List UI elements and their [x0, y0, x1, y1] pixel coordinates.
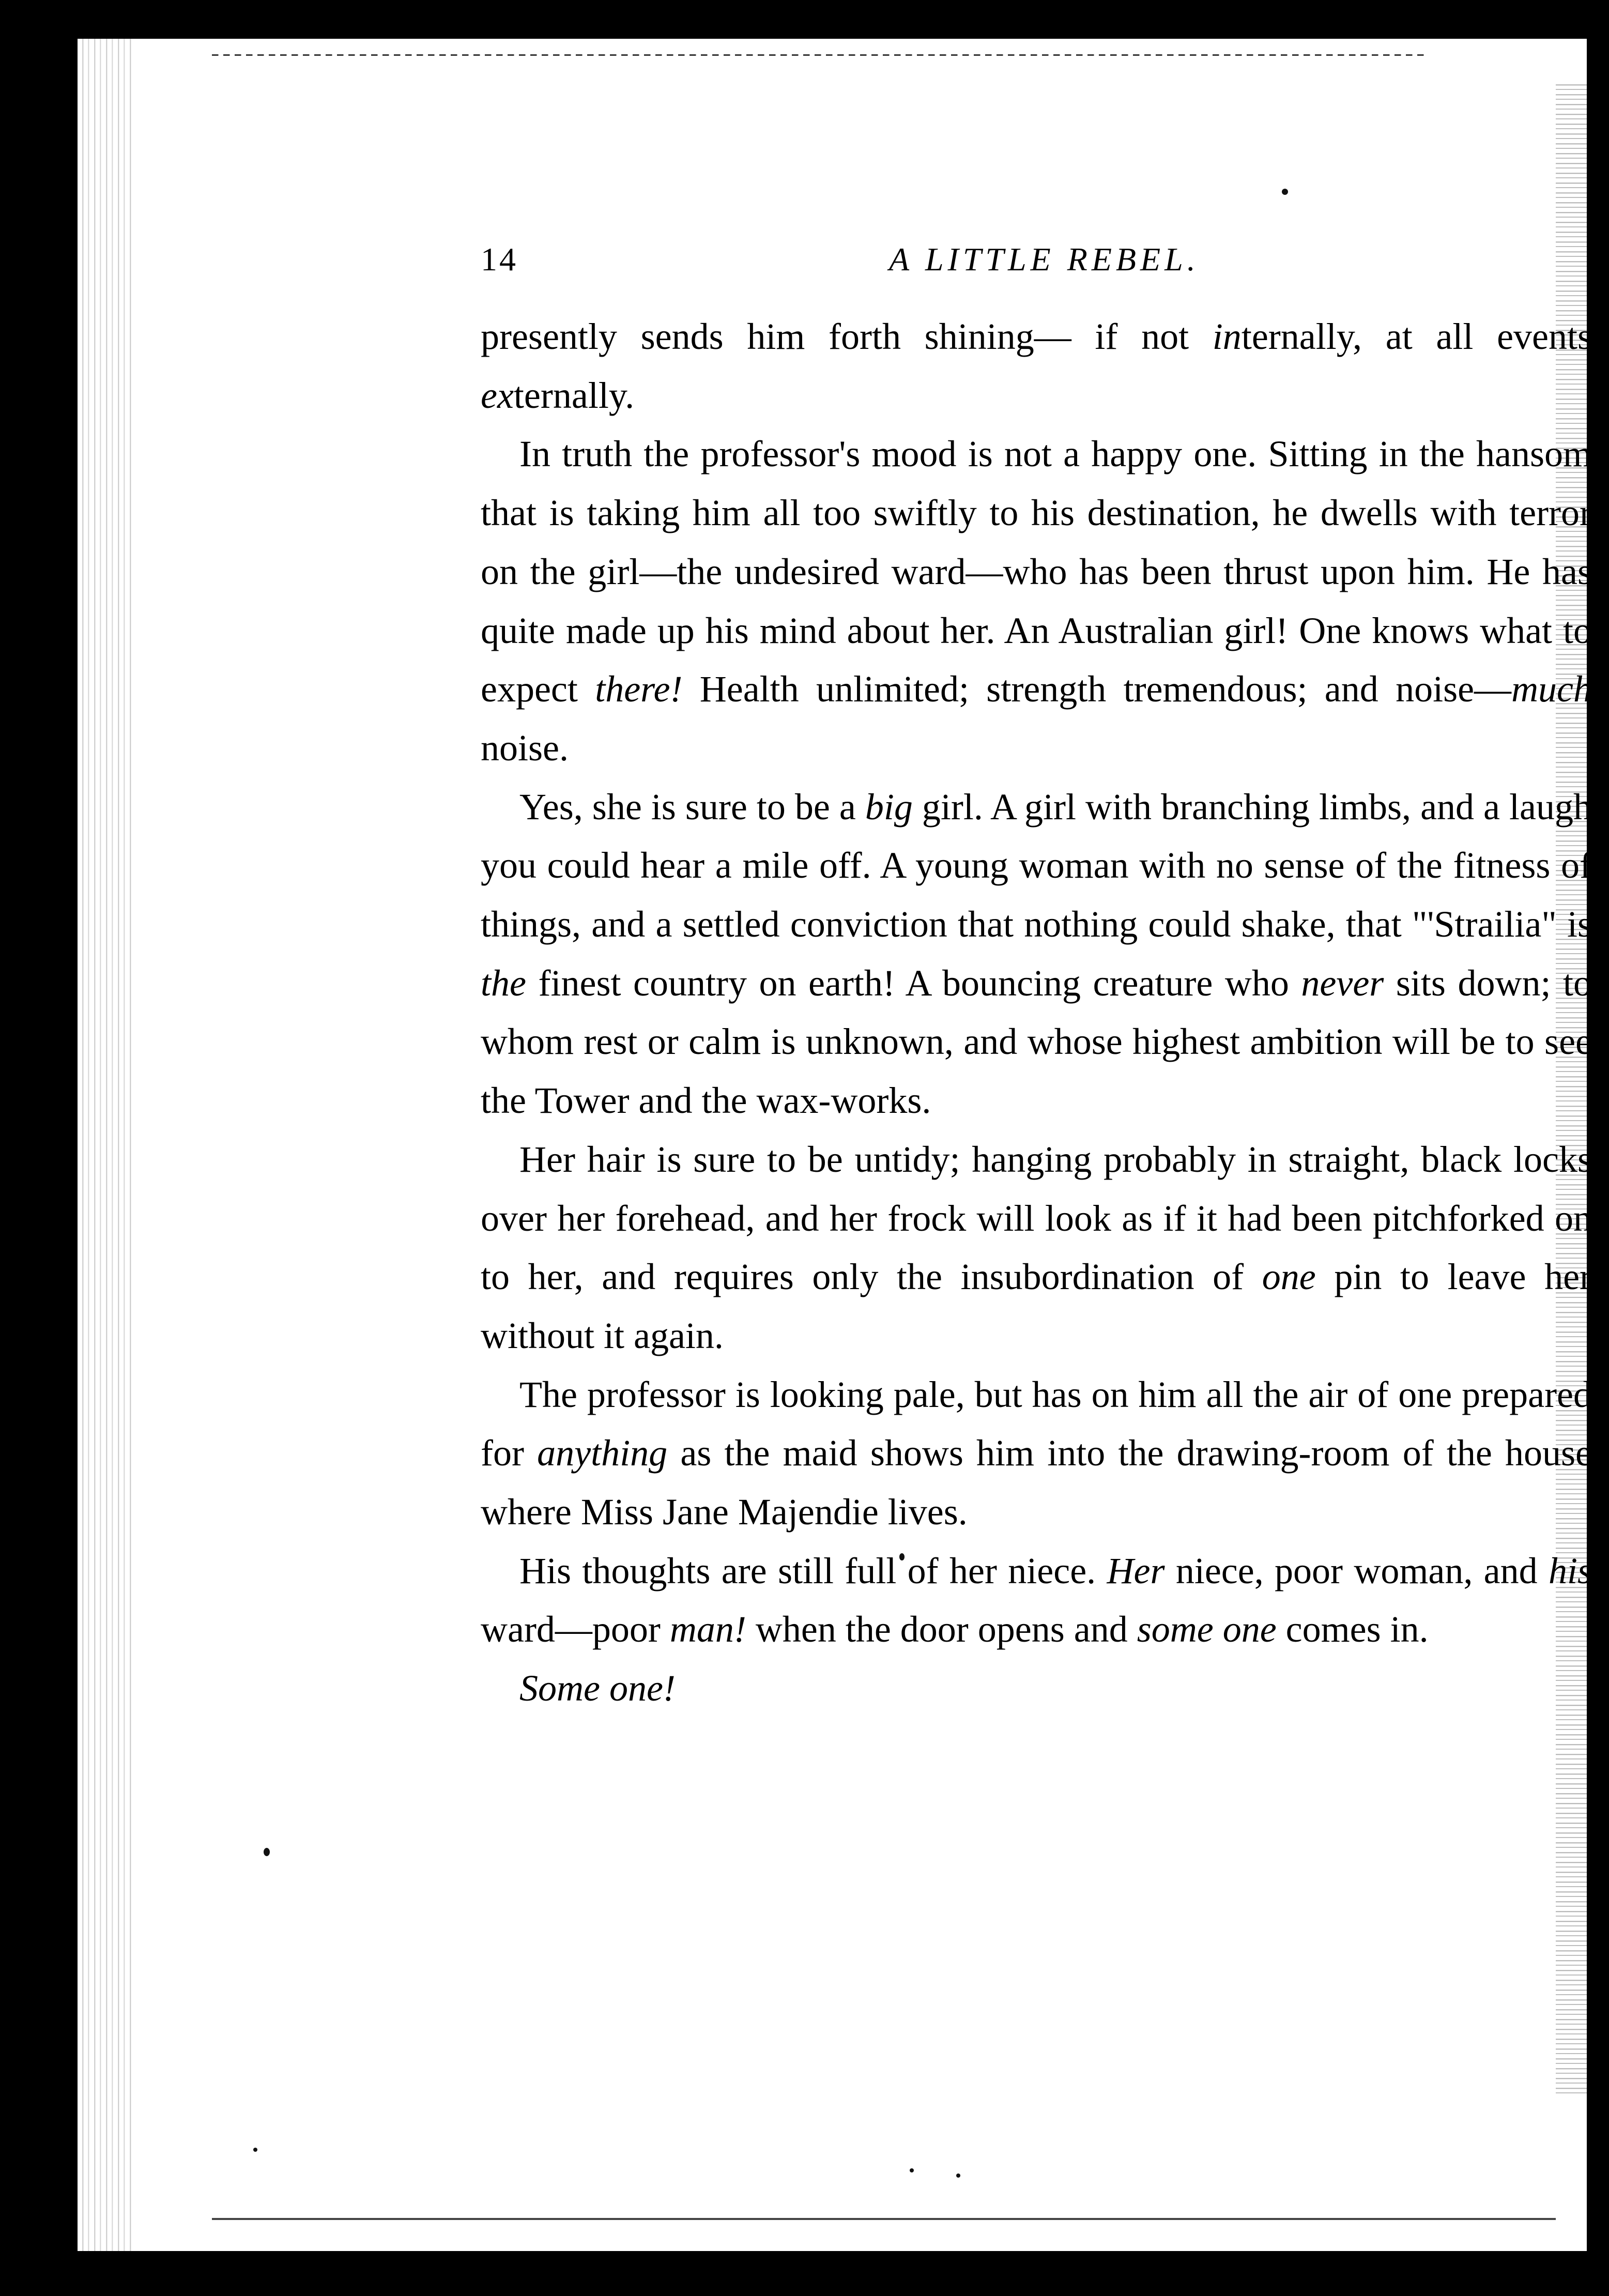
- paragraph: [481, 1366, 1592, 1542]
- text-run: as the maid shows him into the drawing-room of the house where Miss Jane Majendie lives.: [481, 1432, 1592, 1533]
- text-run: Health unlimited; strength tremendous; and noise—: [682, 668, 1512, 710]
- text-run: ternally, at all events: [1241, 316, 1592, 357]
- book-page: [78, 39, 1592, 2251]
- italic-text: ex: [481, 374, 514, 416]
- text-run: girl. A girl with branching limbs, and a laugh you could hear a mile off. A young woman with no sense of the fitness of things, and a settled conviction that nothing could shake, that "'Strailia" is: [481, 786, 1592, 945]
- italic-text: in: [1212, 316, 1242, 357]
- text-run: The professor is looking pale, but has on him all the air of one prepared for: [481, 1373, 1592, 1474]
- italic-text: his: [1548, 1550, 1592, 1591]
- paragraph: [481, 1130, 1592, 1366]
- paragraph: [481, 1542, 1592, 1659]
- text-run: finest country on earth! A bouncing creature who: [526, 962, 1301, 1004]
- scan-speck: [956, 2173, 960, 2178]
- italic-text: Some one!: [519, 1667, 676, 1709]
- text-run: niece, poor woman, and: [1164, 1550, 1549, 1591]
- scan-speck: [910, 2168, 914, 2172]
- paragraph: [481, 308, 1592, 425]
- italic-text: Her: [1107, 1550, 1165, 1591]
- italic-text: much: [1511, 668, 1592, 710]
- body-text: [481, 308, 1592, 1718]
- text-run: when the door opens and: [746, 1609, 1137, 1650]
- italic-text: the: [481, 962, 526, 1004]
- italic-text: big: [865, 786, 913, 828]
- text-run: noise.: [481, 727, 569, 769]
- text-run: sits down; to whom rest or calm is unknown, and whose highest ambition will be to see the Tower and the wax-works.: [481, 962, 1592, 1122]
- text-run: comes in.: [1276, 1609, 1429, 1650]
- paragraph: [481, 778, 1592, 1130]
- scan-speck: [253, 2148, 257, 2152]
- binding-gutter: [78, 39, 134, 2251]
- page-header: [481, 230, 1334, 287]
- text-run: Yes, she is sure to be a: [519, 786, 865, 828]
- italic-text: anything: [537, 1432, 668, 1474]
- scan-top-edge: [212, 54, 1427, 56]
- text-run: presently sends him forth shining— if not: [481, 316, 1213, 357]
- running-title: A LITTLE REBEL.: [889, 241, 1200, 278]
- scan-bottom-edge: [212, 2218, 1556, 2220]
- scan-speck: [264, 1848, 270, 1856]
- page-number: 14: [481, 241, 518, 278]
- text-run: Her hair is sure to be untidy; hanging probably in straight, black locks over her forehead, and her frock will look as if it had been pitchforked on to her, and requires only the insubordination of: [481, 1138, 1592, 1298]
- text-run: ternally.: [513, 374, 635, 416]
- italic-text: man!: [669, 1609, 746, 1650]
- italic-text: some one: [1137, 1609, 1277, 1650]
- paragraph: [481, 425, 1592, 777]
- text-run: In truth the professor's mood is not a happy one. Sitting in the hansom that is taking him all too swiftly to his destination, he dwells with terror on the girl—the undesired ward—who has been thrust upon him. He has quite made up his mind about her. An Australian girl! One knows what to expect: [481, 433, 1592, 710]
- text-run: pin to leave her without it again.: [481, 1256, 1592, 1356]
- scan-speck: [1282, 189, 1288, 195]
- italic-text: there!: [595, 668, 683, 710]
- paragraph: [481, 1659, 1592, 1718]
- text-run: His thoughts are still full of her niece.: [519, 1550, 1107, 1591]
- italic-text: one: [1262, 1256, 1316, 1298]
- text-run: ward—poor: [481, 1609, 670, 1650]
- italic-text: never: [1301, 962, 1384, 1004]
